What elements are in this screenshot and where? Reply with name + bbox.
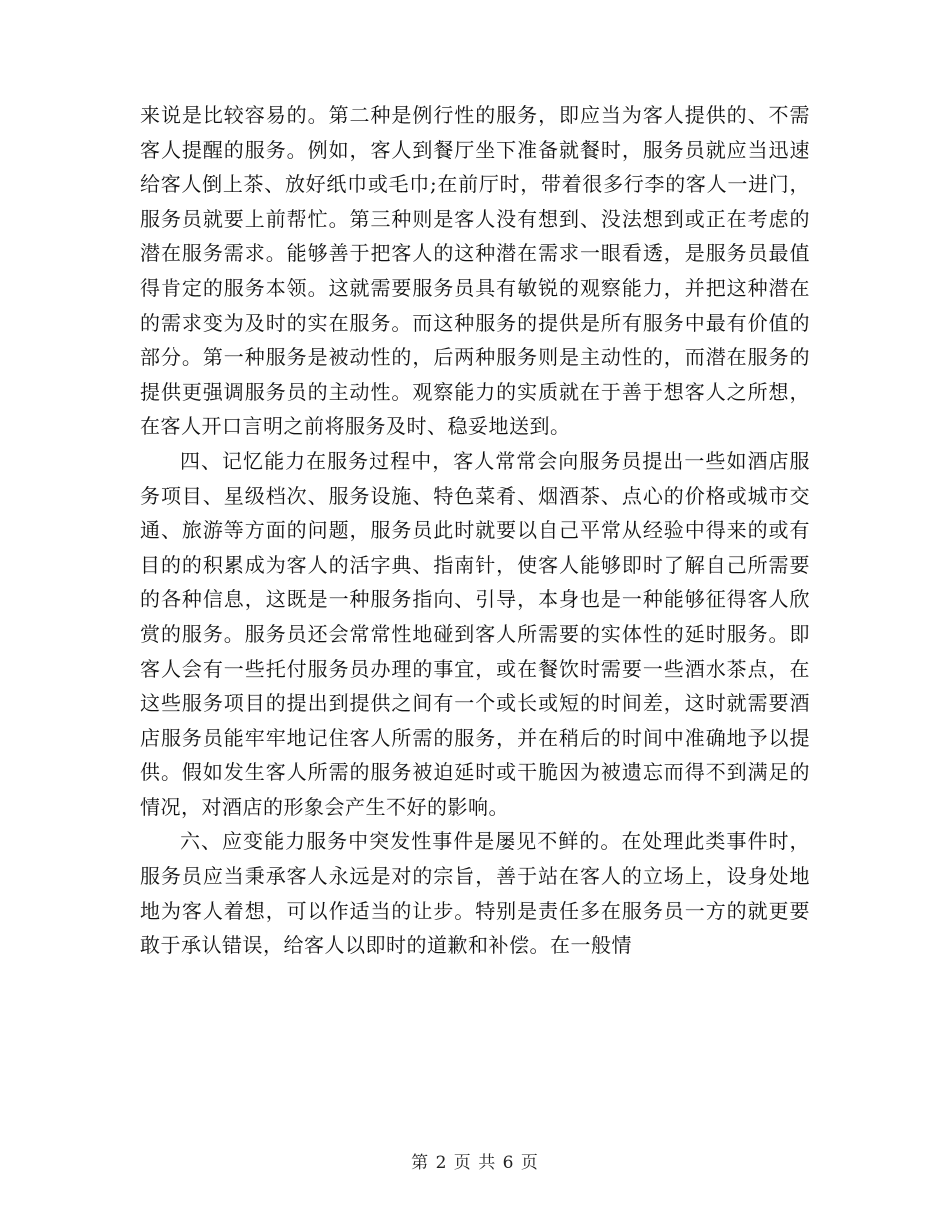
- document-body: [140, 98, 810, 963]
- page-footer: 第 2 页 共 6 页: [411, 1153, 539, 1173]
- paragraph-adaptability: 六、应变能力服务中突发性事件是屡见不鲜的。在处理此类事件时，服务员应当秉承客人永远是对的宗旨，善于站在客人的立场上，设身处地地为客人着想，可以作适当的让步。特别是责任多在服务员一方的就更要敢于承认错误，给客人以即时的道歉和补偿。在一般情: [140, 829, 810, 958]
- paragraph-observation-ability: 来说是比较容易的。第二种是例行性的服务，即应当为客人提供的、不需客人提醒的服务。例如，客人到餐厅坐下准备就餐时，服务员就应当迅速给客人倒上茶、放好纸巾或毛巾;在前厅时，带着很多行李的客人一进门，服务员就要上前帮忙。第三种则是客人没有想到、没法想到或正在考虑的潜在服务需求。能够善于把客人的这种潜在需求一眼看透，是服务员最值得肯定的服务本领。这就需要服务员具有敏锐的观察能力，并把这种潜在的需求变为及时的实在服务。而这种服务的提供是所有服务中最有价值的部分。第一种服务是被动性的，后两种服务则是主动性的，而潜在服务的提供更强调服务员的主动性。观察能力的实质就在于善于想客人之所想，在客人开口言明之前将服务及时、稳妥地送到。: [140, 103, 810, 439]
- paragraph-memory-ability: 四、记忆能力在服务过程中，客人常常会向服务员提出一些如酒店服务项目、星级档次、服务设施、特色菜肴、烟酒茶、点心的价格或城市交通、旅游等方面的问题，服务员此时就要以自己平常从经验中得来的或有目的的积累成为客人的活字典、指南针，使客人能够即时了解自己所需要的各种信息，这既是一种服务指向、引导，本身也是一种能够征得客人欣赏的服务。服务员还会常常性地碰到客人所需要的实体性的延时服务。即客人会有一些托付服务员办理的事宜，或在餐饮时需要一些酒水茶点，在这些服务项目的提出到提供之间有一个或长或短的时间差，这时就需要酒店服务员能牢牢地记住客人所需的服务，并在稍后的时间中准确地予以提供。假如发生客人所需的服务被迫延时或干脆因为被遗忘而得不到满足的情况，对酒店的形象会产生不好的影响。: [140, 448, 810, 819]
